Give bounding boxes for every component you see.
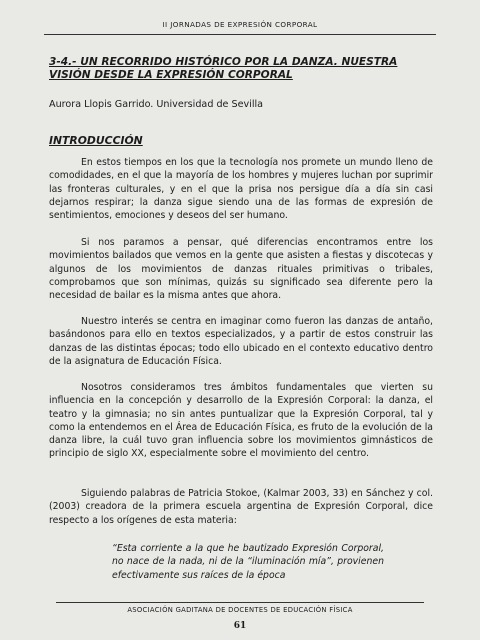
footer-organization: ASOCIACIÓN GADITANA DE DOCENTES DE EDUCACIÓN FÍSICA xyxy=(127,606,353,614)
paragraph-2: Si nos paramos a pensar, qué diferencias encontramos entre los movimientos bailados que vemos en la gente que asisten a fiestas y discotecas y algunos de los movimientos de danzas rituales primitivas o tribales, comprobamos que son mínimas, quizás su significado sea diferente pero la necesidad de bailar es la misma antes que ahora. xyxy=(49,237,433,302)
article-title: 3-4.- UN RECORRIDO HISTÓRICO POR LA DANZA. NUESTRA VISIÓN DESDE LA EXPRESIÓN CORPORAL xyxy=(49,56,398,81)
author-line: Aurora Llopis Garrido. Universidad de Sevilla xyxy=(49,99,264,110)
section-heading: INTRODUCCIÓN xyxy=(49,134,143,147)
running-header: II JORNADAS DE EXPRESIÓN CORPORAL xyxy=(162,20,318,29)
page-number: 61 xyxy=(233,621,247,631)
block-quote: “Esta corriente a la que he bautizado Expresión Corporal, no nace de la nada, ni de la “iluminación mía”, provienen efectivamente sus raíces de la época xyxy=(112,543,384,581)
paragraph-4: Nosotros consideramos tres ámbitos fundamentales que vierten su influencia en la concepción y desarrollo de la Expresión Corporal: la danza, el teatro y la gimnasia; no sin antes puntualizar que la Expresión Corporal, tal y como la entendemos en el Área de Educación Física, es fruto de la evolución de la danza libre, la cuál tuvo gran influencia sobre los movimientos gimnásticos de principio de siglo XX, especialmente sobre el movimiento del centro. xyxy=(49,382,433,460)
paragraph-1: En estos tiempos en los que la tecnología nos promete un mundo lleno de comodidades, en el que la mayoría de los hombres y mujeres luchan por suprimir las fronteras culturales, y en el que la prisa nos persigue día a día sin casi dejarnos respirar; la danza sigue siendo una de las formas de expresión de sentimientos, emociones y deseos del ser humano. xyxy=(49,157,433,222)
header-rule xyxy=(44,34,436,35)
footer-rule xyxy=(56,602,424,603)
paragraph-3: Nuestro interés se centra en imaginar como fueron las danzas de antaño, basándonos para ello en textos especializados, y a partir de estos construir las danzas de las distintas épocas; todo ello ubicado en el contexto educativo dentro de la asignatura de Educación Física. xyxy=(49,316,433,367)
paragraph-5: Siguiendo palabras de Patricia Stokoe, (Kalmar 2003, 33) en Sánchez y col. (2003) creadora de la primera escuela argentina de Expresión Corporal, dice respecto a los orígenes de esta materia: xyxy=(49,488,433,526)
